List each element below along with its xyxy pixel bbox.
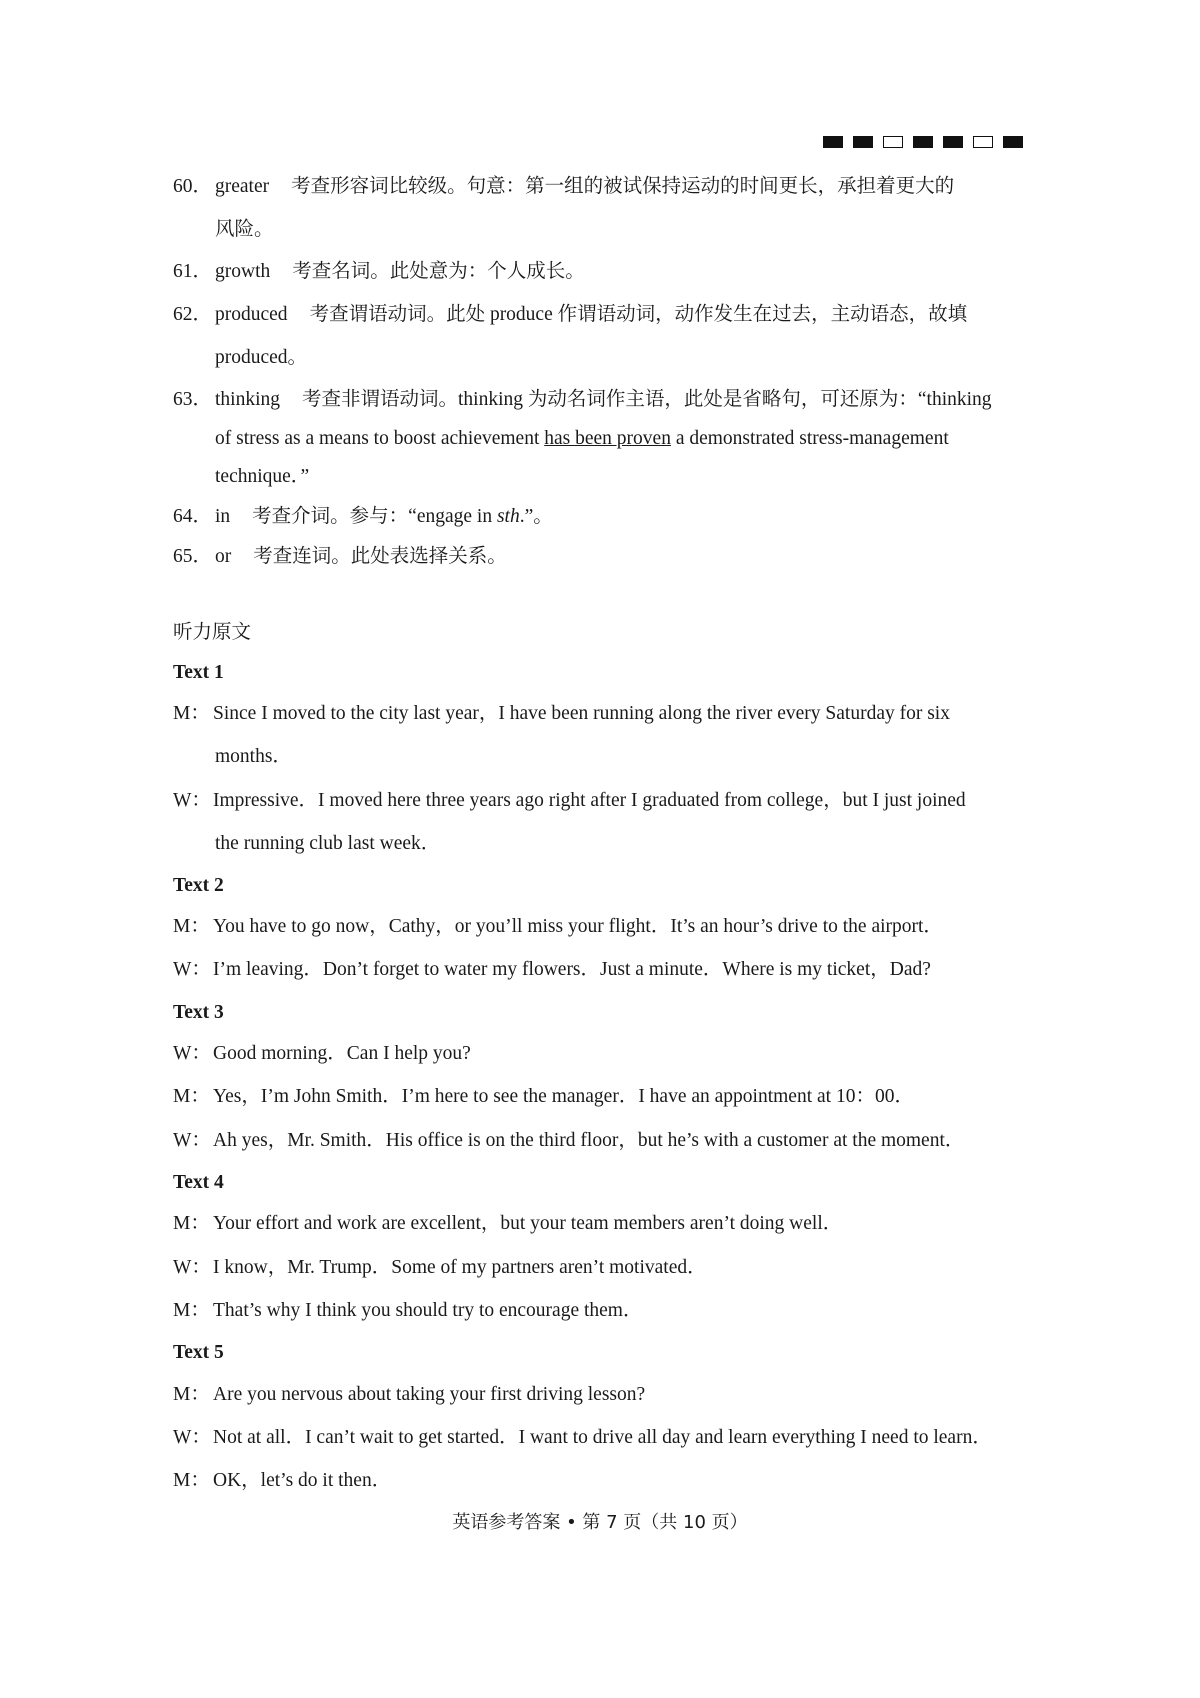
answer-explanation: of stress as a means to boost achievement bbox=[215, 428, 545, 449]
dialogue-line bbox=[173, 1078, 1035, 1116]
text-title-3: Text 3 bbox=[173, 1002, 224, 1023]
answer-number: 61． bbox=[173, 261, 213, 282]
speaker-label: W： bbox=[173, 1130, 211, 1151]
speaker-label: W： bbox=[173, 1257, 211, 1278]
answer-word: or bbox=[215, 546, 232, 567]
answer-60-cont bbox=[173, 211, 1035, 249]
answer-60 bbox=[173, 168, 1035, 206]
section-title: 听力原文 bbox=[173, 622, 252, 643]
answer-explanation: 考查连词。此处表选择关系。 bbox=[253, 546, 507, 567]
dialogue-line bbox=[173, 695, 1035, 733]
square-mark-7 bbox=[1003, 136, 1023, 148]
answer-65 bbox=[173, 538, 1035, 576]
answer-explanation: 考查形容词比较级。句意：第一组的被试保持运动的时间更长，承担着更大的 bbox=[291, 176, 955, 197]
dialogue-line-cont bbox=[173, 738, 1035, 776]
answer-explanation: 风险。 bbox=[215, 219, 274, 240]
text-title-1: Text 1 bbox=[173, 662, 224, 683]
answer-62-cont bbox=[173, 339, 1035, 377]
speaker-label: M： bbox=[173, 1213, 210, 1234]
answer-explanation: .”。 bbox=[519, 506, 553, 527]
page-footer: 英语参考答案 • 第 7 页（共 10 页） bbox=[452, 1512, 748, 1533]
dialogue-line bbox=[173, 1462, 1035, 1500]
speaker-label: M： bbox=[173, 916, 210, 937]
dialogue-line bbox=[173, 951, 1035, 989]
dialogue-text: Good morning．Can I help you? bbox=[213, 1043, 471, 1064]
answer-number: 62． bbox=[173, 304, 213, 325]
answer-explanation: 考查非谓语动词。thinking 为动名词作主语，此处是省略句，可还原为：“thinking bbox=[302, 389, 992, 410]
dialogue-text: Yes，I’m John Smith．I’m here to see the manager．I have an appointment at 10：00． bbox=[213, 1086, 914, 1107]
dialogue-text: Impressive．I moved here three years ago right after I graduated from college，but I just joined bbox=[213, 790, 966, 811]
page-marks bbox=[823, 136, 1023, 150]
dialogue-line bbox=[173, 1122, 1035, 1160]
speaker-label: M： bbox=[173, 1384, 210, 1405]
dialogue-line bbox=[173, 908, 1035, 946]
dialogue-line bbox=[173, 1292, 1035, 1330]
answer-explanation: produced。 bbox=[215, 347, 308, 368]
dialogue-text: I’m leaving．Don’t forget to water my flowers．Just a minute．Where is my ticket，Dad? bbox=[213, 959, 931, 980]
dialogue-line bbox=[173, 1376, 1035, 1414]
answer-word: produced bbox=[215, 304, 288, 325]
dialogue-line bbox=[173, 782, 1035, 820]
speaker-label: M： bbox=[173, 1086, 210, 1107]
dialogue-text: You have to go now，Cathy，or you’ll miss your flight．It’s an hour’s drive to the airport． bbox=[213, 916, 943, 937]
answer-64 bbox=[173, 498, 1035, 536]
dialogue-line bbox=[173, 1035, 1035, 1073]
text-title-4: Text 4 bbox=[173, 1172, 224, 1193]
answer-number: 64． bbox=[173, 506, 213, 527]
speaker-label: W： bbox=[173, 1427, 211, 1448]
answer-word: greater bbox=[215, 176, 270, 197]
dialogue-text: That’s why I think you should try to encourage them． bbox=[213, 1300, 643, 1321]
speaker-label: M： bbox=[173, 1470, 210, 1491]
underlined-phrase: has been proven bbox=[544, 428, 671, 449]
speaker-label: W： bbox=[173, 959, 211, 980]
answer-explanation: 考查谓语动词。此处 produce 作谓语动词，动作发生在过去，主动语态，故填 bbox=[309, 304, 968, 325]
speaker-label: M： bbox=[173, 1300, 210, 1321]
answer-63-cont2 bbox=[173, 458, 1035, 496]
dialogue-text: months． bbox=[215, 746, 292, 767]
dialogue-line bbox=[173, 1419, 1035, 1457]
dialogue-line-cont bbox=[173, 825, 1035, 863]
dialogue-text: Your effort and work are excellent，but your team members aren’t doing well． bbox=[213, 1213, 843, 1234]
speaker-label: W： bbox=[173, 1043, 211, 1064]
dialogue-text: Since I moved to the city last year，I have been running along the river every Saturday for six bbox=[213, 703, 950, 724]
square-mark-4 bbox=[913, 136, 933, 148]
dialogue-text: Are you nervous about taking your first driving lesson? bbox=[213, 1384, 646, 1405]
answer-explanation: a demonstrated stress-management bbox=[670, 428, 949, 449]
square-mark-1 bbox=[823, 136, 843, 148]
answer-word: growth bbox=[215, 261, 271, 282]
answer-62 bbox=[173, 296, 1035, 334]
answer-explanation: technique．” bbox=[215, 466, 310, 487]
dialogue-line bbox=[173, 1249, 1035, 1287]
answer-63-cont bbox=[173, 420, 1035, 458]
italic-term: sth bbox=[496, 506, 520, 527]
text-title-2: Text 2 bbox=[173, 875, 224, 896]
square-mark-5 bbox=[943, 136, 963, 148]
dialogue-line bbox=[173, 1205, 1035, 1243]
dialogue-text: the running club last week． bbox=[215, 833, 441, 854]
dialogue-text: OK，let’s do it then． bbox=[213, 1470, 392, 1491]
text-title-5: Text 5 bbox=[173, 1342, 224, 1363]
square-mark-6 bbox=[973, 136, 993, 148]
answer-61 bbox=[173, 253, 1035, 291]
speaker-label: W： bbox=[173, 790, 211, 811]
answer-explanation: 考查介词。参与：“engage in bbox=[252, 506, 497, 527]
speaker-label: M： bbox=[173, 703, 210, 724]
answer-word: thinking bbox=[215, 389, 281, 410]
answer-word: in bbox=[215, 506, 231, 527]
answer-number: 60． bbox=[173, 176, 213, 197]
dialogue-text: I know，Mr. Trump．Some of my partners aren’t motivated． bbox=[213, 1257, 707, 1278]
answer-number: 63． bbox=[173, 389, 213, 410]
answer-explanation: 考查名词。此处意为：个人成长。 bbox=[292, 261, 585, 282]
square-mark-3 bbox=[883, 136, 903, 148]
answer-number: 65． bbox=[173, 546, 213, 567]
dialogue-text: Not at all．I can’t wait to get started．I want to drive all day and learn everything I need to learn． bbox=[213, 1427, 992, 1448]
dialogue-text: Ah yes，Mr. Smith．His office is on the third floor，but he’s with a customer at the moment． bbox=[213, 1130, 965, 1151]
answer-63 bbox=[173, 381, 1035, 419]
square-mark-2 bbox=[853, 136, 873, 148]
